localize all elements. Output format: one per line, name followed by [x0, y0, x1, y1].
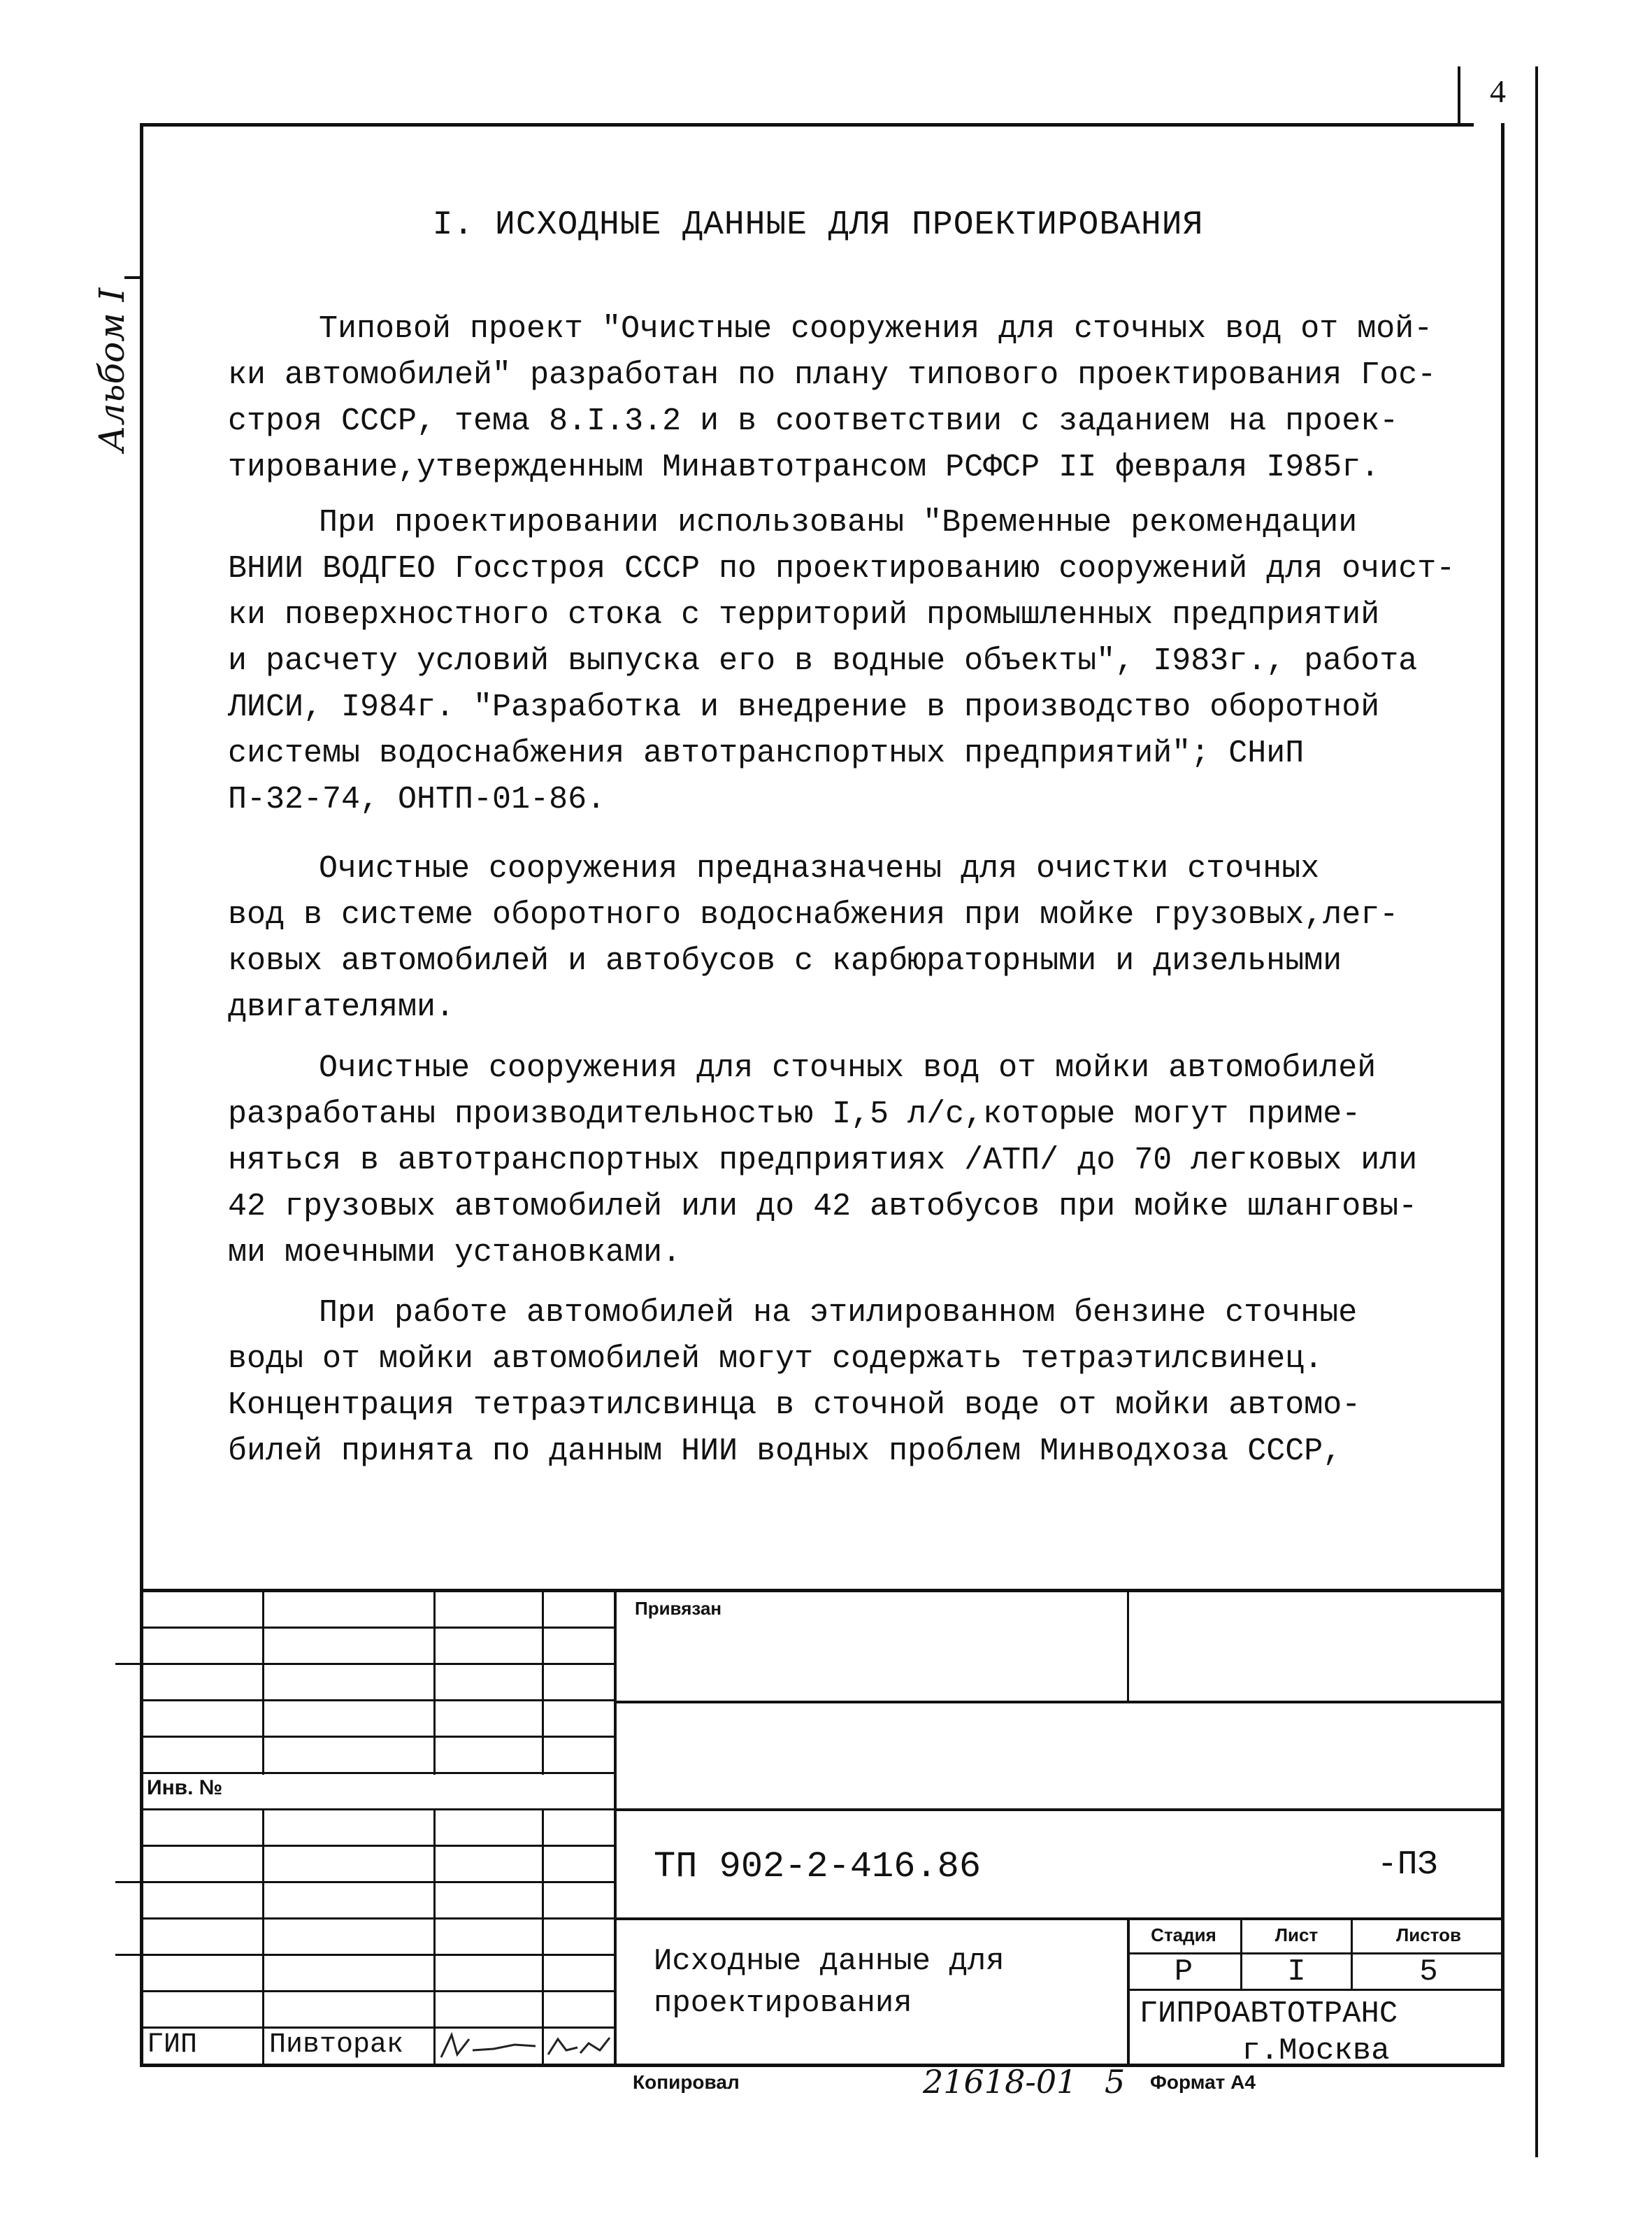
document-suffix: -ПЗ	[1377, 1846, 1438, 1884]
paragraph-line: П-32-74, ОНТП-01-86.	[228, 782, 606, 817]
paragraph-line: ВНИИ ВОДГЕО Госстроя СССР по проектированию сооружений для очист-	[228, 551, 1456, 587]
grid-line	[433, 1589, 436, 1775]
date-scribble	[545, 2029, 614, 2063]
paragraph-line: 42 грузовых автомобилей или до 42 автобусов при мойке шланговы-	[228, 1189, 1418, 1224]
paragraph-line: вод в системе оборотного водоснабжения при мойке грузовых,лег-	[228, 897, 1399, 933]
grid-line	[140, 2027, 615, 2029]
grid-line	[140, 1699, 615, 1701]
sheet-title-line-2: проектирования	[654, 1986, 912, 2021]
paragraph-line: тирование,утвержденным Минавтотрансом РСФСР II февраля I985г.	[228, 450, 1380, 485]
sheet-value: I	[1287, 1954, 1306, 1989]
paragraph-2	[228, 500, 1486, 823]
document-code: ТП 902-2-416.86	[654, 1846, 982, 1887]
paragraph-line: Очистные сооружения для сточных вод от мойки автомобилей	[319, 1050, 1377, 1086]
role-gip: ГИП	[147, 2029, 198, 2061]
grid-line	[140, 1845, 615, 1847]
frame-right-outer	[1535, 66, 1538, 2157]
stamp-top-border	[140, 1589, 1504, 1592]
grid-line	[615, 1808, 1504, 1811]
grid-line	[140, 1736, 615, 1738]
paragraph-line: Концентрация тетраэтилсвинца в сточной воде от мойки автомо-	[228, 1387, 1361, 1423]
album-tick	[124, 276, 140, 279]
sheets-label: Листов	[1396, 1924, 1461, 1945]
paragraph-line: ЛИСИ, I984г. "Разработка и внедрение в производство оборотной	[228, 689, 1380, 725]
copy-sheet-number: 5	[1105, 2063, 1126, 2101]
grid-line	[262, 1808, 264, 2066]
grid-line	[614, 1589, 617, 2067]
paragraph-line: и расчету условий выпуска его в водные объекты", I983г., работа	[228, 643, 1418, 679]
paragraph-line: ки автомобилей" разработан по плану типового проектирования Гос-	[228, 357, 1437, 393]
grid-line	[140, 1772, 615, 1774]
sheet-label: Лист	[1274, 1924, 1319, 1945]
sheets-value: 5	[1419, 1954, 1438, 1989]
paragraph-line: разработаны производительностью I,5 л/с,которые могут приме-	[228, 1096, 1361, 1132]
paragraph-4	[228, 1045, 1486, 1276]
page-title: I. ИСХОДНЫЕ ДАННЫЕ ДЛЯ ПРОЕКТИРОВАНИЯ	[432, 206, 1204, 244]
person-name: Пивторак	[269, 2029, 404, 2061]
grid-line	[140, 1917, 615, 1920]
grid-line	[140, 1808, 615, 1810]
organization-name: ГИПРОАВТОТРАНС	[1139, 1996, 1398, 2031]
stage-value: Р	[1174, 1954, 1193, 1989]
inv-number-label: Инв. №	[147, 1776, 223, 1799]
grid-line	[615, 1917, 1504, 1920]
grid-line	[615, 1701, 1504, 1703]
privyazan-label: Привязан	[635, 1598, 722, 1619]
paragraph-line: системы водоснабжения автотранспортных предприятий"; СНиП	[228, 736, 1305, 771]
stage-label: Стадия	[1151, 1924, 1216, 1945]
grid-line	[140, 1990, 615, 1992]
paragraph-line: При работе автомобилей на этилированном бензине сточные	[319, 1295, 1358, 1331]
grid-line	[115, 1881, 615, 1883]
paragraph-line: няться в автотранспортных предприятиях /АТП/ до 70 легковых или	[228, 1143, 1418, 1178]
page-number: 4	[1490, 73, 1506, 109]
paragraph-line: билей принята по данным НИИ водных проблем Минводхоза СССР,	[228, 1434, 1342, 1469]
organization-city: г.Москва	[1242, 2034, 1390, 2068]
grid-line	[1127, 1589, 1129, 1702]
format-label: Формат А4	[1150, 2071, 1256, 2093]
frame-right	[1501, 123, 1504, 2067]
grid-line	[140, 1627, 615, 1629]
paragraph-line: воды от мойки автомобилей могут содержать тетраэтилсвинец.	[228, 1341, 1323, 1377]
grid-line	[542, 1589, 544, 1775]
paragraph-line: Типовой проект "Очистные сооружения для сточных вод от мой-	[319, 311, 1433, 347]
paragraph-line: Очистные сооружения предназначены для очистки сточных	[319, 851, 1320, 887]
page-number-box-right	[1535, 66, 1538, 124]
frame-top	[140, 123, 1474, 127]
paragraph-5	[228, 1290, 1486, 1475]
paragraph-line: двигателями.	[228, 989, 455, 1025]
paragraph-line: ки поверхностного стока с территорий промышленных предприятий	[228, 597, 1380, 633]
paragraph-line: При проектировании использованы "Временные рекомендации	[319, 505, 1358, 541]
paragraph-line: ми моечными установками.	[228, 1235, 682, 1271]
paragraph-1	[228, 306, 1486, 491]
copied-label: Копировал	[633, 2071, 740, 2093]
sheet-title-line-1: Исходные данные для	[654, 1944, 1005, 1979]
paragraph-line: строя СССР, тема 8.I.3.2 и в соответствии с заданием на проек-	[228, 403, 1399, 439]
paragraph-line: ковых автомобилей и автобусов с карбюраторными и дизельными	[228, 943, 1342, 979]
grid-line	[433, 1808, 436, 2066]
album-label: Альбом I	[92, 287, 132, 452]
paragraph-3	[228, 846, 1486, 1031]
grid-line	[115, 1954, 615, 1956]
grid-line	[262, 1589, 264, 1775]
frame-left	[140, 123, 143, 2067]
grid-line	[542, 1808, 544, 2066]
copy-number: 21618-01	[923, 2063, 1077, 2101]
signature-scribble	[438, 2029, 539, 2063]
grid-line	[115, 1663, 615, 1665]
